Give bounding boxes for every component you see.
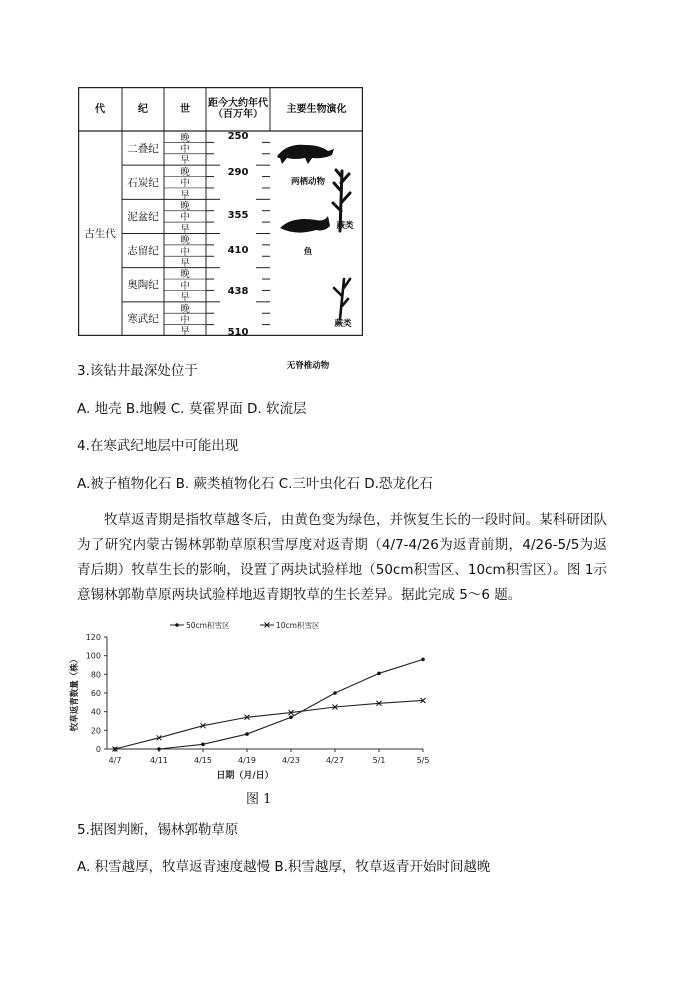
line-chart [60,615,430,815]
y-tick-label: 60 [90,689,101,698]
evolution-label-invertebrate: 无脊椎动物 [286,361,330,371]
data-point [333,691,337,695]
period-name: 二叠纪 [127,142,159,155]
question-3-stem: 3.该钻井最深处位于 [77,363,198,379]
epoch-name: 中 [180,280,190,292]
age-value: 250 [227,130,249,142]
header-period: 纪 [138,103,148,115]
figure-caption: 图 1 [246,792,272,807]
epoch-name: 早 [180,326,190,338]
age-value: 510 [227,327,249,339]
evolution-label-amphibian: 两栖动物 [290,177,325,187]
amphibian-icon [277,145,334,164]
y-tick-label: 40 [90,707,101,717]
legend-marker [175,623,179,627]
question-5-options: A. 积雪越厚，牧草返青速度越慢 B.积雪越厚，牧草返青开始时间越晚 [77,859,491,875]
data-point [157,747,161,751]
epoch-name: 中 [180,178,190,190]
x-tick-label: 5/1 [372,756,386,765]
geologic-time-table [78,87,363,371]
legend-label: 10cm积雪区 [276,621,320,630]
epoch-name: 中 [180,144,190,156]
x-tick-label: 4/11 [150,756,168,765]
age-value: 355 [227,210,249,222]
header-age-line2: （百万年） [213,109,263,120]
question-3-options: A. 地壳 B.地幔 C. 莫霍界面 D. 软流层 [77,401,307,417]
x-axis-label: 日期（月/日） [216,771,274,781]
epoch-name: 早 [180,189,190,201]
question-4-stem: 4.在寒武纪地层中可能出现 [77,438,239,454]
era-name: 古生代 [84,228,116,240]
x-tick-label: 4/23 [282,756,300,765]
y-tick-label: 20 [90,726,101,736]
epoch-name: 晚 [180,166,190,178]
epoch-name: 早 [180,257,190,269]
header-age [206,87,270,131]
epoch-name: 晚 [180,201,190,213]
epoch-name: 中 [180,212,190,224]
period-name: 志留纪 [127,245,159,258]
header-age-line1: 距今大约年代 [208,98,268,109]
figure-1-chart [60,615,430,815]
epoch-name: 晚 [180,132,190,144]
evolution-label-fern: 蕨类 [334,319,352,329]
header-evolution: 主要生物演化 [286,103,347,115]
header-era: 代 [95,103,105,115]
y-tick-label: 80 [90,670,101,680]
reading-passage: 牧草返青期是指牧草越冬后，由黄色变为绿色，并恢复生长的一段时间。某科研团队为了研究内蒙古锡林郭勒草原积雪厚度对返青期（4/7-4/26为返青前期，4/26-5/5为返青后期）牧草生长的影响，设置了两块试验样地（50cm积雪区、10cm积雪区）。图 1示意锡林郭勒草原两块试验样地返青期牧草的生长差异。据此完成 5～6 题。 [77,512,607,603]
epoch-name: 晚 [180,303,190,315]
y-tick-label: 100 [85,651,101,661]
data-point [245,732,249,736]
epoch-name: 晚 [180,269,190,281]
period-name: 奥陶纪 [127,279,159,292]
x-tick-label: 4/27 [326,756,344,765]
period-name: 寒武纪 [127,313,159,326]
series-line-10cm [115,700,423,749]
epoch-name: 中 [180,314,190,326]
x-tick-label: 4/7 [108,756,122,765]
epoch-name: 中 [180,246,190,258]
evolution-label-fish: 鱼 [303,247,313,257]
epoch-name: 早 [180,292,190,304]
question-4-options: A.被子植物化石 B. 蕨类植物化石 C.三叶虫化石 D.恐龙化石 [77,476,433,492]
period-name: 石炭纪 [127,176,159,189]
fish-icon [280,216,330,233]
header-epoch: 世 [180,103,190,115]
data-point [421,658,425,662]
data-point [289,715,293,719]
age-value: 290 [227,167,249,179]
y-tick-label: 0 [95,745,101,754]
epoch-name: 早 [180,223,190,235]
question-5-stem: 5.据图判断，锡林郭勒草原 [77,822,239,838]
evolution-label-fern: 蕨类 [336,221,354,231]
age-value: 438 [227,286,249,298]
age-value: 410 [227,245,249,257]
data-point [201,743,205,747]
epoch-name: 早 [180,155,190,167]
legend-label: 50cm积雪区 [186,621,230,630]
y-axis-label: 牧草返青数量（株） [70,654,80,732]
x-tick-label: 4/15 [194,756,212,765]
period-name: 泥盆纪 [127,210,159,223]
x-tick-label: 4/19 [238,756,256,765]
epoch-name: 晚 [180,235,190,247]
data-point [377,672,381,676]
y-tick-label: 120 [85,633,101,642]
x-tick-label: 5/5 [416,756,430,765]
fern-icon [334,279,350,319]
